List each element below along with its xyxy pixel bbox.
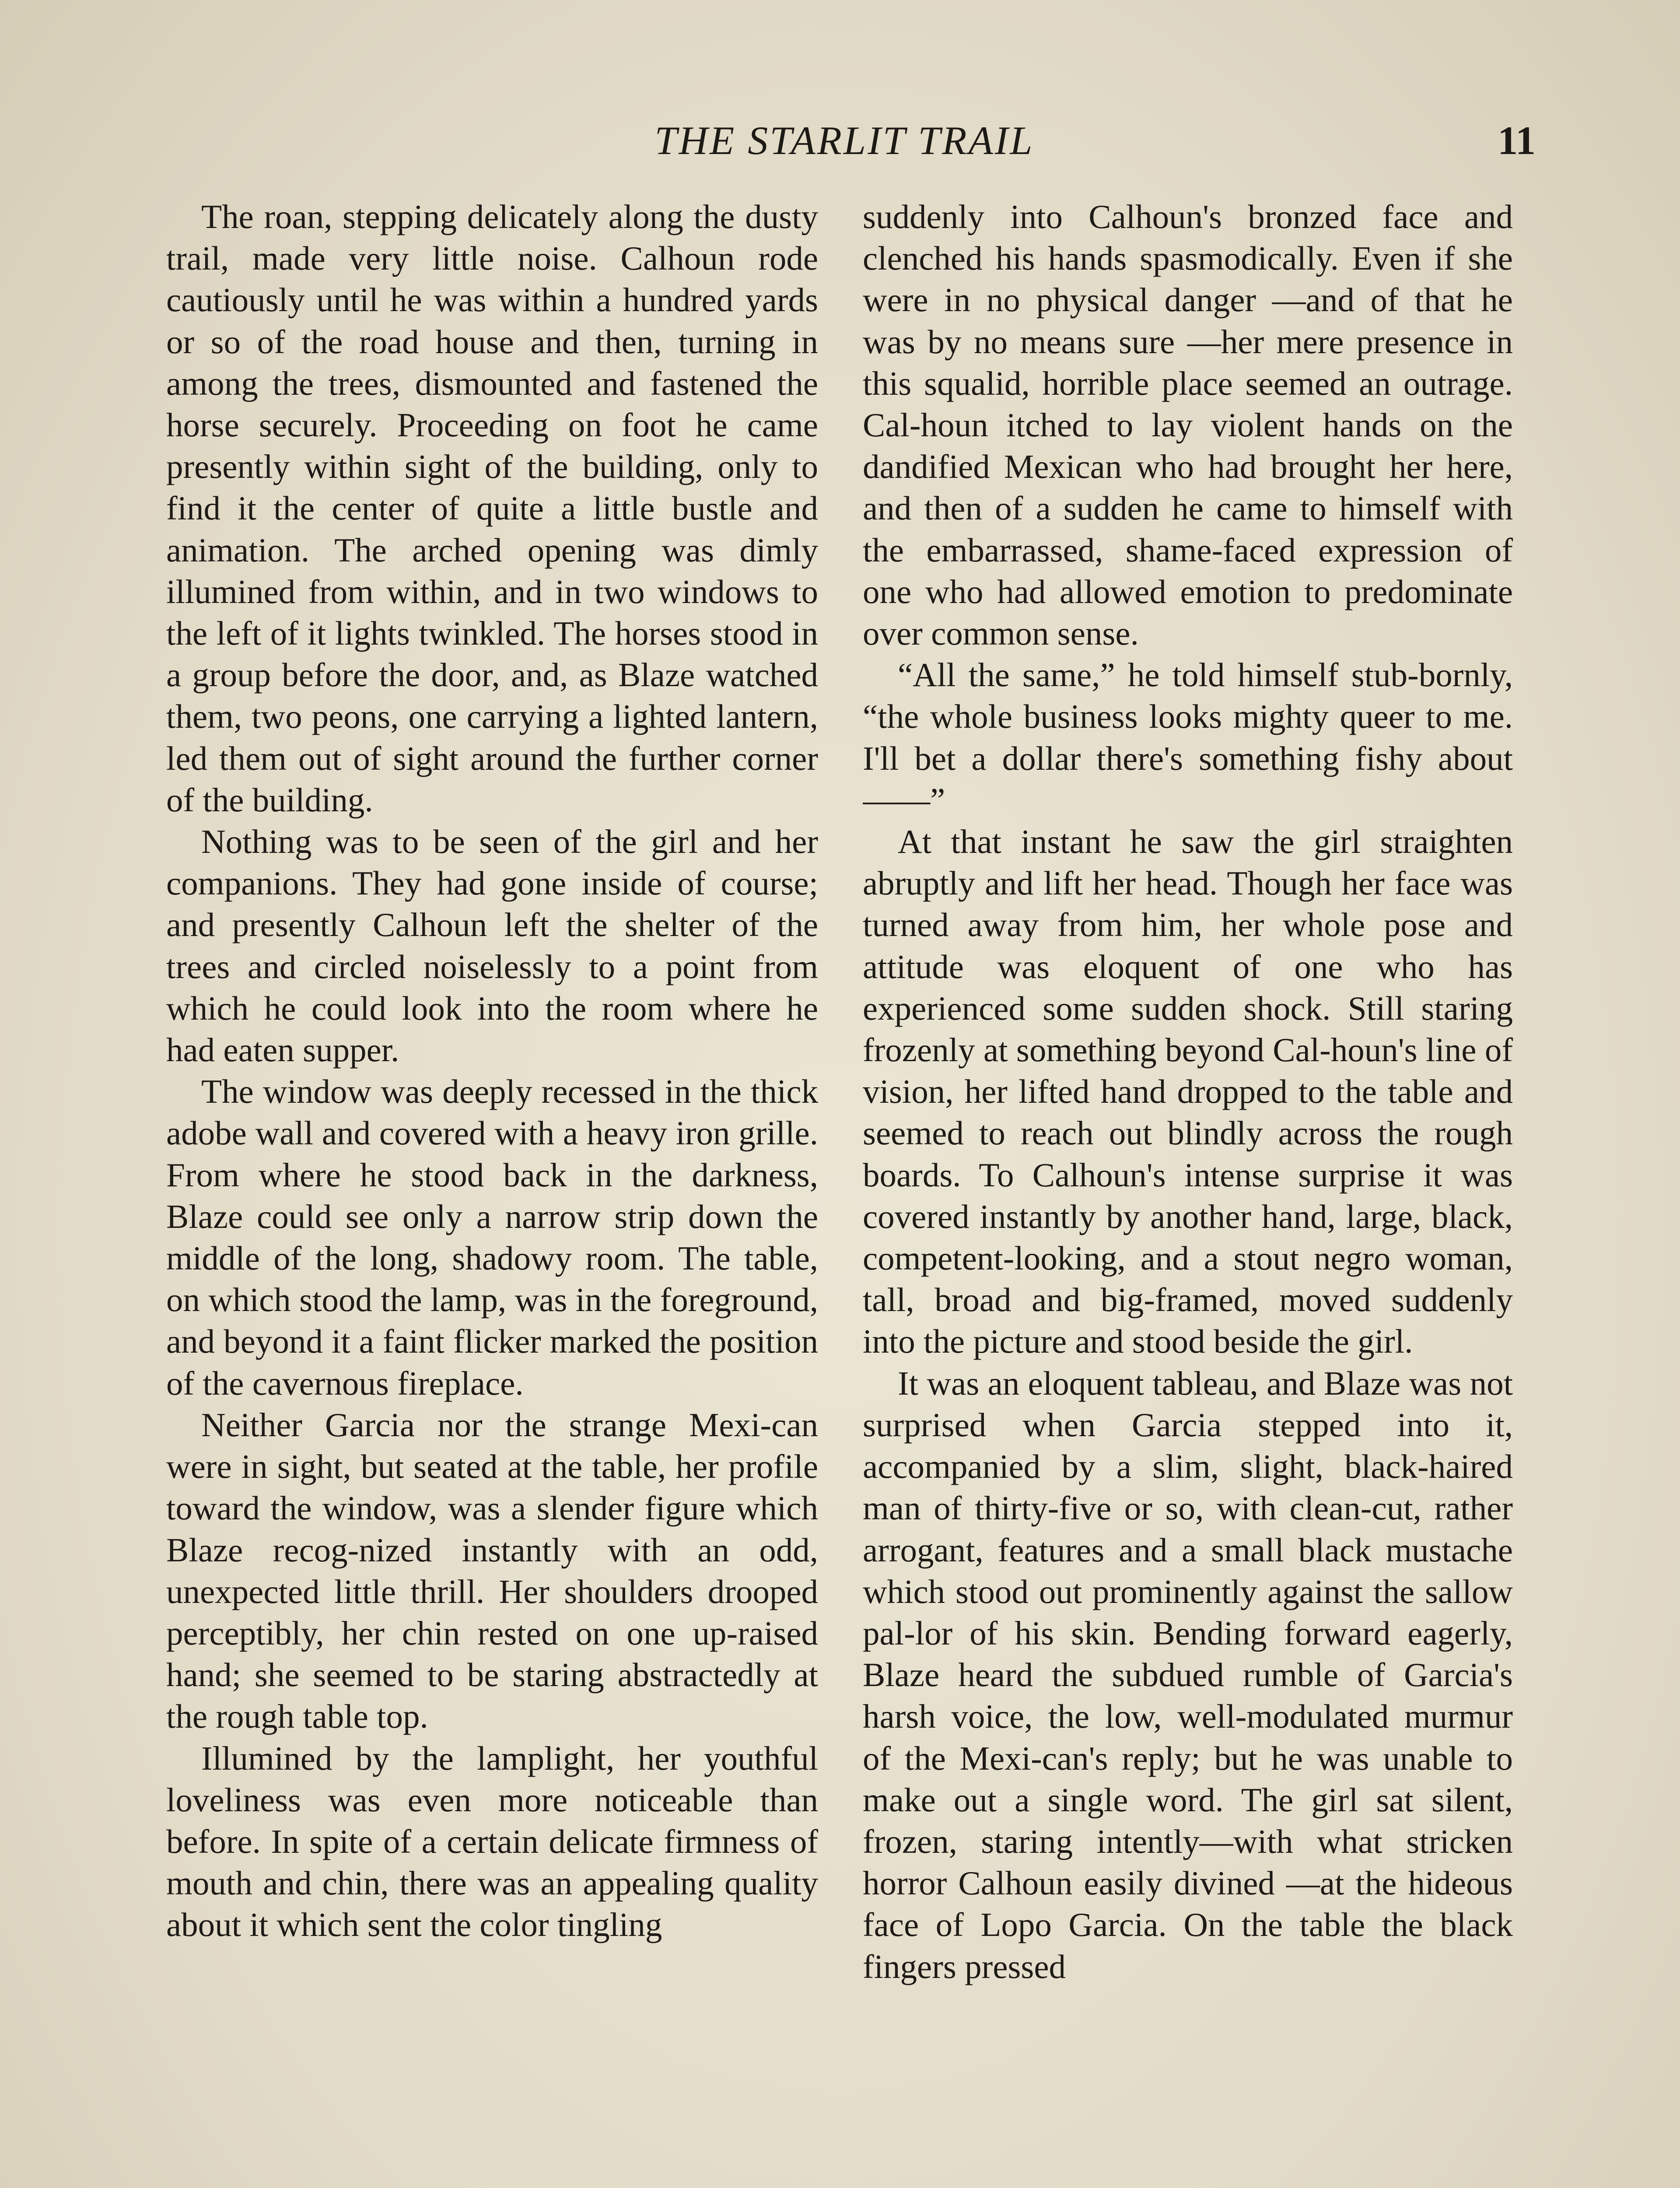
- paragraph: “All the same,” he told himself stub-bornly, “the whole business looks mighty queer to me. I'll bet a dollar there's something fishy about——”: [863, 656, 1513, 819]
- running-title: THE STARLIT TRAIL: [654, 118, 1034, 163]
- paragraph: At that instant he saw the girl straighten abruptly and lift her head. Though her face was turned away from him, her whole pose and attitude was eloquent of one who has experienced some sudden shock. Still staring frozenly at something beyond Cal-houn's line of vision, her lifted hand dropped to the table and seemed to reach out blindly across the rough boards. To Calhoun's intense surprise it was covered instantly by another hand, large, black, competent-looking, and a stout negro woman, tall, broad and big-framed, moved suddenly into the picture and stood beside the girl.: [863, 823, 1513, 1360]
- paragraph: It was an eloquent tableau, and Blaze was not surprised when Garcia stepped into it, accompanied by a slim, slight, black-haired man of thirty-five or so, with clean-cut, rather arrogant, features and a small black mustache which stood out prominently against the sallow pal-lor of his skin. Bending forward eagerly, Blaze heard the subdued rumble of Garcia's harsh voice, the low, well-modulated murmur of the Mexi-can's reply; but he was unable to make out a single word. The girl sat silent, frozen, staring intently—with what stricken horror Calhoun easily divined —at the hideous face of Lopo Garcia. On the table the black fingers pressed: [863, 1364, 1513, 1985]
- paragraph: Illumined by the lamplight, her youthful loveliness was even more noticeable than before. In spite of a certain delicate firmness of mouth and chin, there was an appealing quality about it which sent the color tingling: [166, 1739, 818, 1944]
- page-number: 11: [1498, 118, 1536, 163]
- right-column: [863, 196, 1513, 2188]
- paragraph: The roan, stepping delicately along the dusty trail, made very little noise. Calhoun rode cautiously until he was within a hundred yards or so of the road house and then, turning in among the trees, dismounted and fastened the horse securely. Proceeding on foot he came presently within sight of the building, only to find it the center of quite a little bustle and animation. The arched opening was dimly illumined from within, and in two windows to the left of it lights twinkled. The horses stood in a group before the door, and, as Blaze watched them, two peons, one carrying a lighted lantern, led them out of sight around the further corner of the building.: [166, 198, 818, 819]
- continued-paragraph: suddenly into Calhoun's bronzed face and clenched his hands spasmodically. Even if she were in no physical danger —and of that he was by no means sure —her mere presence in this squalid, horrible place seemed an outrage. Cal-houn itched to lay violent hands on the dandified Mexican who had brought her here, and then of a sudden he came to himself with the embarrassed, shame-faced expression of one who had allowed emotion to predominate over common sense.: [863, 198, 1513, 652]
- page-header: [166, 117, 1536, 165]
- paragraph: The window was deeply recessed in the thick adobe wall and covered with a heavy iron grille. From where he stood back in the darkness, Blaze could see only a narrow strip down the middle of the long, shadowy room. The table, on which stood the lamp, was in the foreground, and beyond it a faint flicker marked the position of the cavernous fireplace.: [166, 1073, 818, 1402]
- paragraph: Nothing was to be seen of the girl and her companions. They had gone inside of course; and presently Calhoun left the shelter of the trees and circled noiselessly to a point from which he could look into the room where he had eaten supper.: [166, 823, 818, 1069]
- left-column: [166, 196, 818, 2188]
- paragraph: Neither Garcia nor the strange Mexi-can were in sight, but seated at the table, her profile toward the window, was a slender figure which Blaze recog-nized instantly with an odd, unexpected little thrill. Her shoulders drooped perceptibly, her chin rested on one up-raised hand; she seemed to be staring abstractedly at the rough table top.: [166, 1406, 818, 1736]
